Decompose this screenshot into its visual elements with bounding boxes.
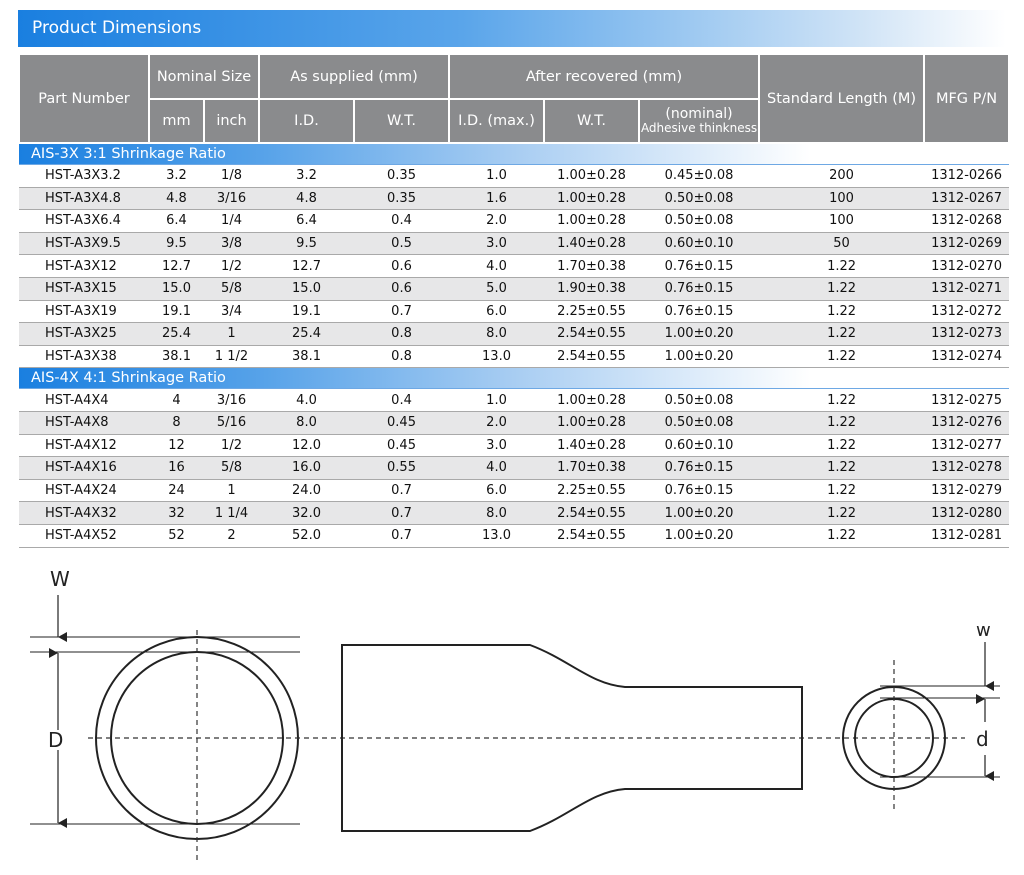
table-cell: 1.0 xyxy=(449,389,544,412)
table-cell: 4.0 xyxy=(449,255,544,278)
table-cell: 1312-0277 xyxy=(924,434,1009,457)
product-dimensions-table xyxy=(18,53,1010,548)
table-cell: HST-A4X24 xyxy=(19,479,149,502)
table-cell: 15.0 xyxy=(259,277,354,300)
table-cell: 5/16 xyxy=(204,411,259,434)
table-cell: 4.0 xyxy=(259,389,354,412)
table-cell: 1.22 xyxy=(759,411,924,434)
table-row xyxy=(19,434,1009,457)
table-cell: 32 xyxy=(149,502,204,525)
table-cell: 13.0 xyxy=(449,524,544,547)
table-cell: 3.0 xyxy=(449,434,544,457)
table-cell: 1.00±0.20 xyxy=(639,524,759,547)
table-row xyxy=(19,323,1009,346)
table-cell: 1312-0280 xyxy=(924,502,1009,525)
table-cell: 1/2 xyxy=(204,255,259,278)
table-cell: 1312-0269 xyxy=(924,232,1009,255)
table-cell: HST-A3X15 xyxy=(19,277,149,300)
table-cell: 6.0 xyxy=(449,300,544,323)
section-label: AIS-3X 3:1 Shrinkage Ratio xyxy=(19,143,1009,165)
header-standard-length: Standard Length (M) xyxy=(759,54,924,143)
table-cell: 1.00±0.28 xyxy=(544,411,639,434)
header-id-max: I.D. (max.) xyxy=(449,99,544,143)
table-cell: 3/16 xyxy=(204,187,259,210)
table-cell: 2.0 xyxy=(449,411,544,434)
table-cell: 1312-0272 xyxy=(924,300,1009,323)
table-cell: 32.0 xyxy=(259,502,354,525)
table-cell: 100 xyxy=(759,187,924,210)
table-cell: 1.22 xyxy=(759,524,924,547)
table-cell: 4.8 xyxy=(259,187,354,210)
table-cell: 0.50±0.08 xyxy=(639,210,759,233)
table-cell: 0.76±0.15 xyxy=(639,255,759,278)
table-cell: 8.0 xyxy=(449,502,544,525)
table-row xyxy=(19,255,1009,278)
table-cell: 5/8 xyxy=(204,457,259,480)
table-cell: 1312-0271 xyxy=(924,277,1009,300)
table-cell: 52 xyxy=(149,524,204,547)
table-cell: 19.1 xyxy=(149,300,204,323)
table-cell: HST-A3X4.8 xyxy=(19,187,149,210)
table-cell: 2.25±0.55 xyxy=(544,479,639,502)
table-cell: 13.0 xyxy=(449,345,544,368)
header-nominal-label: (nominal) xyxy=(665,106,733,122)
table-cell: 9.5 xyxy=(259,232,354,255)
table-cell: 0.8 xyxy=(354,323,449,346)
table-cell: HST-A4X32 xyxy=(19,502,149,525)
table-cell: HST-A3X38 xyxy=(19,345,149,368)
table-cell: 3/8 xyxy=(204,232,259,255)
table-row xyxy=(19,457,1009,480)
table-cell: 12.7 xyxy=(259,255,354,278)
table-cell: 1312-0268 xyxy=(924,210,1009,233)
table-cell: 12.7 xyxy=(149,255,204,278)
dimension-w-d xyxy=(880,620,1000,777)
table-cell: 1 1/4 xyxy=(204,502,259,525)
table-cell: 25.4 xyxy=(259,323,354,346)
table-cell: 0.76±0.15 xyxy=(639,300,759,323)
table-cell: 0.35 xyxy=(354,187,449,210)
table-cell: 12.0 xyxy=(259,434,354,457)
table-cell: 8.0 xyxy=(259,411,354,434)
table-cell: 2.54±0.55 xyxy=(544,345,639,368)
table-cell: 1/8 xyxy=(204,165,259,188)
table-cell: 2 xyxy=(204,524,259,547)
label-d: d xyxy=(976,727,989,751)
table-cell: 1.90±0.38 xyxy=(544,277,639,300)
table-cell: 1312-0270 xyxy=(924,255,1009,278)
table-cell: 1.22 xyxy=(759,255,924,278)
header-part-number: Part Number xyxy=(19,54,149,143)
table-cell: 1.00±0.28 xyxy=(544,165,639,188)
table-cell: 1.00±0.28 xyxy=(544,389,639,412)
table-cell: 6.4 xyxy=(149,210,204,233)
label-w: w xyxy=(976,620,991,641)
table-cell: 3.2 xyxy=(149,165,204,188)
table-cell: 0.76±0.15 xyxy=(639,277,759,300)
table-cell: 4.8 xyxy=(149,187,204,210)
table-cell: 1 xyxy=(204,479,259,502)
page-title: Product Dimensions xyxy=(32,18,202,38)
table-cell: 1.70±0.38 xyxy=(544,457,639,480)
header-nominal-size: Nominal Size xyxy=(149,54,259,99)
table-cell: 1/2 xyxy=(204,434,259,457)
header-wt: W.T. xyxy=(354,99,449,143)
header-wt-recovered: W.T. xyxy=(544,99,639,143)
table-cell: 1.22 xyxy=(759,345,924,368)
table-row xyxy=(19,524,1009,547)
table-cell: 0.50±0.08 xyxy=(639,389,759,412)
table-cell: 1.22 xyxy=(759,323,924,346)
table-row xyxy=(19,479,1009,502)
table-cell: 1.40±0.28 xyxy=(544,232,639,255)
table-cell: 52.0 xyxy=(259,524,354,547)
table-cell: 200 xyxy=(759,165,924,188)
table-cell: 16 xyxy=(149,457,204,480)
table-cell: 0.76±0.15 xyxy=(639,457,759,480)
table-cell: HST-A3X19 xyxy=(19,300,149,323)
table-cell: HST-A4X8 xyxy=(19,411,149,434)
table-cell: 1.00±0.20 xyxy=(639,502,759,525)
table-cell: 0.55 xyxy=(354,457,449,480)
table-cell: 3/16 xyxy=(204,389,259,412)
table-cell: 0.5 xyxy=(354,232,449,255)
table-cell: 1.00±0.20 xyxy=(639,345,759,368)
dimension-diagram xyxy=(0,550,1024,875)
table-cell: 1/4 xyxy=(204,210,259,233)
table-cell: 1312-0276 xyxy=(924,411,1009,434)
table-cell: 1312-0273 xyxy=(924,323,1009,346)
table-cell: 50 xyxy=(759,232,924,255)
table-cell: 1312-0279 xyxy=(924,479,1009,502)
table-cell: 4 xyxy=(149,389,204,412)
table-row xyxy=(19,345,1009,368)
table-cell: 0.6 xyxy=(354,255,449,278)
table-cell: 3.2 xyxy=(259,165,354,188)
table-row xyxy=(19,165,1009,188)
table-cell: 1312-0278 xyxy=(924,457,1009,480)
tube-profile xyxy=(342,645,802,831)
header-inch: inch xyxy=(204,99,259,143)
table-cell: 9.5 xyxy=(149,232,204,255)
table-cell: 38.1 xyxy=(259,345,354,368)
table-row xyxy=(19,411,1009,434)
table-cell: 38.1 xyxy=(149,345,204,368)
section-label: AIS-4X 4:1 Shrinkage Ratio xyxy=(19,368,1009,389)
table-cell: 1.22 xyxy=(759,502,924,525)
header-adhesive-label: Adhesive thinkness xyxy=(640,121,758,135)
table-row xyxy=(19,300,1009,323)
table-row xyxy=(19,277,1009,300)
table-cell: HST-A3X6.4 xyxy=(19,210,149,233)
table-cell: HST-A3X9.5 xyxy=(19,232,149,255)
table-cell: 0.76±0.15 xyxy=(639,479,759,502)
table-cell: 0.50±0.08 xyxy=(639,187,759,210)
table-cell: 6.0 xyxy=(449,479,544,502)
recovered-cross-section xyxy=(843,660,945,812)
table-cell: 0.6 xyxy=(354,277,449,300)
table-cell: 19.1 xyxy=(259,300,354,323)
table-cell: 8.0 xyxy=(449,323,544,346)
table-cell: 2.54±0.55 xyxy=(544,524,639,547)
table-cell: 1312-0266 xyxy=(924,165,1009,188)
table-cell: 4.0 xyxy=(449,457,544,480)
table-cell: HST-A4X4 xyxy=(19,389,149,412)
table-cell: 5/8 xyxy=(204,277,259,300)
table-cell: HST-A3X25 xyxy=(19,323,149,346)
table-cell: 1.00±0.28 xyxy=(544,187,639,210)
table-cell: 8 xyxy=(149,411,204,434)
table-cell: 12 xyxy=(149,434,204,457)
table-cell: 0.7 xyxy=(354,300,449,323)
table-cell: HST-A3X12 xyxy=(19,255,149,278)
table-row xyxy=(19,210,1009,233)
table-row xyxy=(19,389,1009,412)
header-mm: mm xyxy=(149,99,204,143)
table-cell: 0.60±0.10 xyxy=(639,232,759,255)
table-cell: 0.7 xyxy=(354,479,449,502)
table-row xyxy=(19,502,1009,525)
table-cell: 0.7 xyxy=(354,524,449,547)
section-header xyxy=(19,143,1009,165)
table-cell: 0.35 xyxy=(354,165,449,188)
table-cell: 1.22 xyxy=(759,389,924,412)
table-cell: 25.4 xyxy=(149,323,204,346)
table-cell: 1.22 xyxy=(759,457,924,480)
table-cell: 5.0 xyxy=(449,277,544,300)
table-cell: 0.4 xyxy=(354,210,449,233)
table-cell: 1.0 xyxy=(449,165,544,188)
table-cell: 1.40±0.28 xyxy=(544,434,639,457)
table-cell: HST-A3X3.2 xyxy=(19,165,149,188)
table-cell: 2.54±0.55 xyxy=(544,502,639,525)
table-cell: 15.0 xyxy=(149,277,204,300)
table-cell: 3/4 xyxy=(204,300,259,323)
section-title-bar xyxy=(18,10,1006,47)
table-cell: 0.45±0.08 xyxy=(639,165,759,188)
table-cell: 0.45 xyxy=(354,434,449,457)
table-cell: 0.4 xyxy=(354,389,449,412)
table-cell: 0.45 xyxy=(354,411,449,434)
header-as-supplied: As supplied (mm) xyxy=(259,54,449,99)
table-cell: 0.8 xyxy=(354,345,449,368)
header-after-recovered: After recovered (mm) xyxy=(449,54,759,99)
table-cell: 24.0 xyxy=(259,479,354,502)
table-cell: 1312-0267 xyxy=(924,187,1009,210)
table-cell: 1 1/2 xyxy=(204,345,259,368)
table-cell: 1.70±0.38 xyxy=(544,255,639,278)
table-row xyxy=(19,187,1009,210)
table-cell: 1312-0281 xyxy=(924,524,1009,547)
header-id: I.D. xyxy=(259,99,354,143)
table-cell: 1.22 xyxy=(759,277,924,300)
table-body xyxy=(19,143,1009,547)
table-cell: 1312-0275 xyxy=(924,389,1009,412)
table-cell: 24 xyxy=(149,479,204,502)
table-cell: 100 xyxy=(759,210,924,233)
label-W: W xyxy=(50,567,70,591)
table-cell: 1.22 xyxy=(759,300,924,323)
table-cell: HST-A4X16 xyxy=(19,457,149,480)
table-cell: 0.50±0.08 xyxy=(639,411,759,434)
dimension-W-D xyxy=(30,567,300,824)
table-cell: 3.0 xyxy=(449,232,544,255)
table-cell: 1.00±0.20 xyxy=(639,323,759,346)
table-cell: 1 xyxy=(204,323,259,346)
table-cell: 1.22 xyxy=(759,434,924,457)
section-header xyxy=(19,368,1009,389)
header-adhesive xyxy=(639,99,759,143)
table-cell: 2.0 xyxy=(449,210,544,233)
table-cell: 1.6 xyxy=(449,187,544,210)
table-cell: 0.60±0.10 xyxy=(639,434,759,457)
table-cell: 16.0 xyxy=(259,457,354,480)
supplied-cross-section xyxy=(96,630,298,860)
table-cell: 1.00±0.28 xyxy=(544,210,639,233)
label-D: D xyxy=(48,728,64,752)
table-cell: HST-A4X12 xyxy=(19,434,149,457)
table-cell: 6.4 xyxy=(259,210,354,233)
table-cell: 1312-0274 xyxy=(924,345,1009,368)
table-cell: HST-A4X52 xyxy=(19,524,149,547)
header-mfg-pn: MFG P/N xyxy=(924,54,1009,143)
table-cell: 2.54±0.55 xyxy=(544,323,639,346)
table-cell: 1.22 xyxy=(759,479,924,502)
table-cell: 2.25±0.55 xyxy=(544,300,639,323)
table-row xyxy=(19,232,1009,255)
table-cell: 0.7 xyxy=(354,502,449,525)
